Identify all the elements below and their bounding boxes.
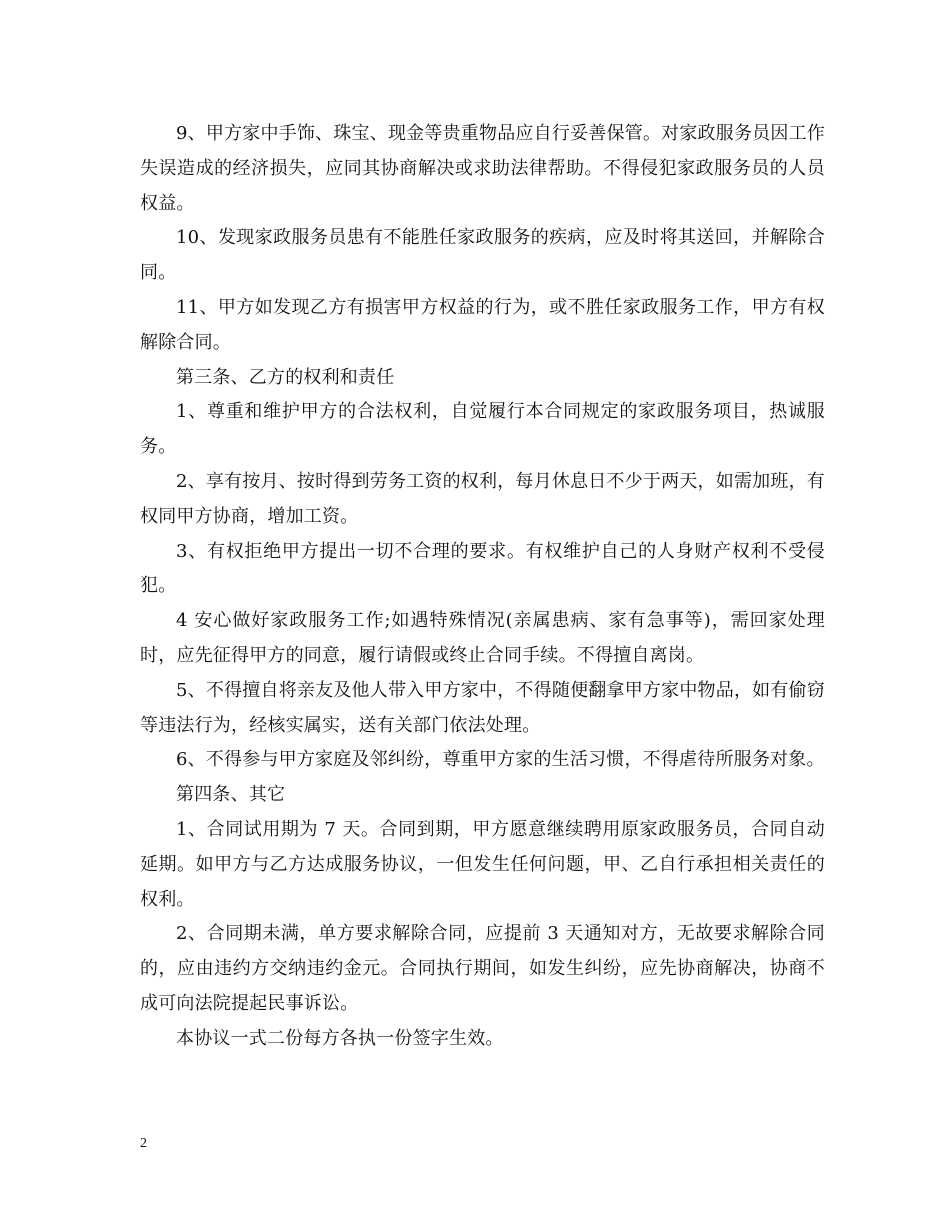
page-number: 2 xyxy=(140,1136,147,1151)
clause-paragraph: 6、不得参与甲方家庭及邻纠纷，尊重甲方家的生活习惯，不得虐待所服务对象。 xyxy=(176,749,825,771)
clause-paragraph: 5、不得擅自将亲友及他人带入甲方家中，不得随便翻拿甲方家中物品，如有偷窃等违法行为，经核实属实，送有关部门依法处理。 xyxy=(140,679,825,736)
clause-paragraph: 2、享有按月、按时得到劳务工资的权利，每月休息日不少于两天，如需加班，有权同甲方协商，增加工资。 xyxy=(140,470,825,527)
document-body xyxy=(140,117,825,1057)
section-heading: 第四条、其它 xyxy=(176,784,286,806)
clause-paragraph: 1、尊重和维护甲方的合法权利，自觉履行本合同规定的家政服务项目，热诚服务。 xyxy=(140,401,825,458)
clause-paragraph: 2、合同期未满，单方要求解除合同，应提前 3 天通知对方，无故要求解除合同的，应由违约方交纳违约金元。合同执行期间，如发生纠纷，应先协商解决，协商不成可向法院提起民事诉讼。 xyxy=(140,923,825,1014)
clause-paragraph: 4 安心做好家政服务工作;如遇特殊情况(亲属患病、家有急事等)，需回家处理时，应先征得甲方的同意，履行请假或终止合同手续。不得擅自离岗。 xyxy=(140,610,825,666)
clause-paragraph: 3、有权拒绝甲方提出一切不合理的要求。有权维护自己的人身财产权利不受侵犯。 xyxy=(140,540,825,597)
clause-paragraph: 11、甲方如发现乙方有损害甲方权益的行为，或不胜任家政服务工作，甲方有权解除合同。 xyxy=(140,296,825,353)
closing-statement: 本协议一式二份每方各执一份签字生效。 xyxy=(176,1027,504,1049)
section-heading: 第三条、乙方的权利和责任 xyxy=(176,366,395,388)
clause-paragraph: 9、甲方家中手饰、珠宝、现金等贵重物品应自行妥善保管。对家政服务员因工作失误造成的经济损失，应同其协商解决或求助法律帮助。不得侵犯家政服务员的人员权益。 xyxy=(140,123,825,214)
clause-paragraph: 10、发现家政服务员患有不能胜任家政服务的疾病，应及时将其送回，并解除合同。 xyxy=(140,227,825,284)
clause-paragraph: 1、合同试用期为 7 天。合同到期，甲方愿意继续聘用原家政服务员，合同自动延期。如甲方与乙方达成服务协议，一但发生任何问题，甲、乙自行承担相关责任的权利。 xyxy=(140,818,825,910)
